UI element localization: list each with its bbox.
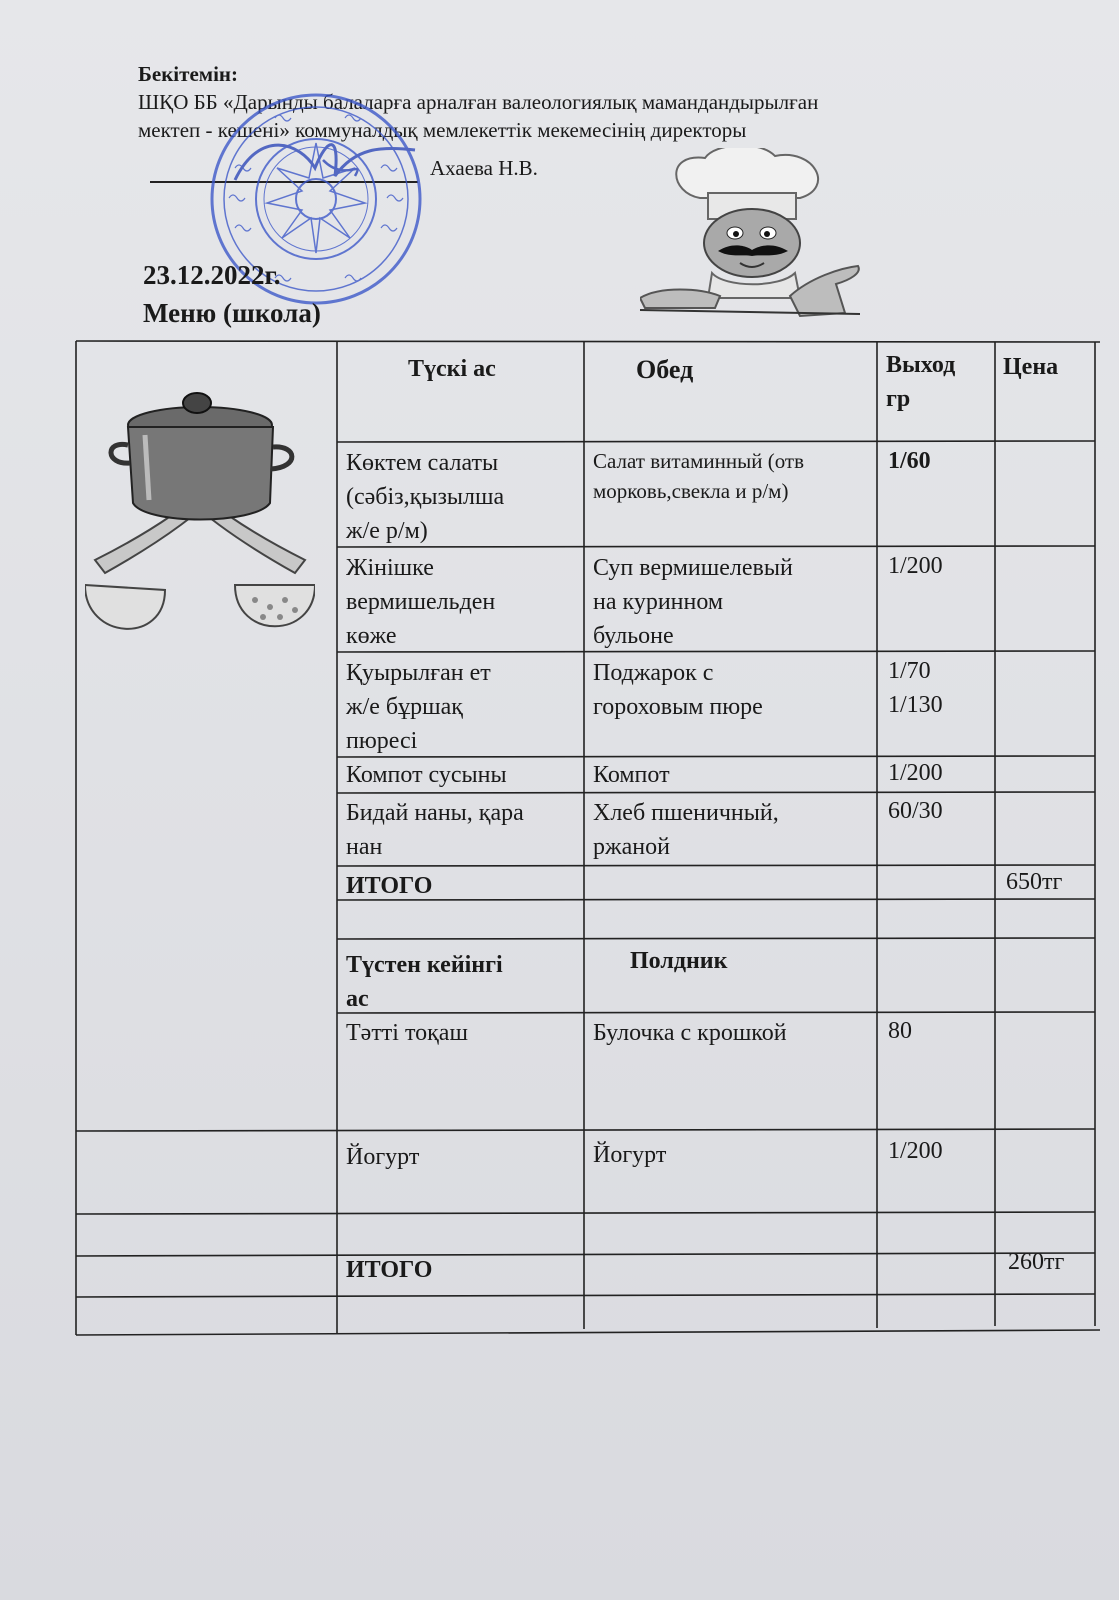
lunch-row-3-rus: Поджарок с гороховым пюре — [593, 660, 763, 720]
snack-row-2-yield: 1/200 — [888, 1138, 943, 1164]
menu-date: 23.12.2022г. — [143, 260, 281, 290]
snack-total-price: 260тг — [1008, 1249, 1065, 1275]
signer-name: Ахаева Н.В. — [430, 156, 538, 180]
snack-header-kazakh: Түстен кейінгі ас — [346, 952, 503, 1012]
approval-line-1: ШҚО ББ «Дарынды балаларға арналған валеологиялық мамандандырылған — [138, 90, 819, 114]
lunch-row-3-yield: 1/70 1/130 — [888, 658, 943, 718]
lunch-row-2-kaz: Жінішке вермишельден көже — [346, 555, 496, 649]
lunch-row-5-kaz: Бидай наны, қара нан — [346, 800, 524, 860]
snack-row-1-kaz: Тәтті тоқаш — [346, 1020, 468, 1046]
lunch-row-3-kaz: Қуырылған ет ж/е бұршақ пюресі — [346, 660, 491, 754]
lunch-row-5-rus: Хлеб пшеничный, ржаной — [593, 800, 779, 860]
lunch-row-5-yield: 60/30 — [888, 798, 943, 824]
lunch-row-1-kaz: Көктем салаты (сәбіз,қызылша ж/е р/м) — [346, 450, 505, 544]
snack-row-2-rus: Йогурт — [593, 1142, 667, 1168]
snack-row-1-rus: Булочка с крошкой — [593, 1020, 787, 1046]
cooking-pot-icon — [85, 385, 315, 650]
header-russian: Обед — [636, 355, 694, 384]
approval-heading: Бекітемін: — [138, 62, 239, 86]
lunch-total-label: ИТОГО — [346, 873, 433, 899]
lunch-row-4-rus: Компот — [593, 762, 670, 788]
lunch-row-1-rus: Салат витаминный (отв морковь,свекла и р/м) — [593, 449, 805, 503]
lunch-row-4-yield: 1/200 — [888, 760, 943, 786]
lunch-row-1-yield: 1/60 — [888, 448, 931, 474]
snack-row-2-kaz: Йогурт — [346, 1144, 420, 1170]
snack-total-label: ИТОГО — [346, 1257, 433, 1283]
lunch-row-2-yield: 1/200 — [888, 553, 943, 579]
lunch-row-2-rus: Суп вермишелевый на куринном бульоне — [593, 555, 793, 649]
menu-title: Меню (школа) — [143, 298, 321, 328]
snack-header-russian: Полдник — [630, 948, 728, 974]
snack-row-1-yield: 80 — [888, 1018, 912, 1044]
approval-line-2: мектеп - кешені» коммуналдық мемлекеттік мекемесінің директоры — [138, 118, 747, 142]
header-price: Цена — [1003, 354, 1059, 380]
chef-cartoon-icon — [640, 148, 880, 328]
header-yield: Выход гр — [886, 352, 956, 412]
header-kazakh: Түскі ас — [408, 356, 496, 382]
lunch-row-4-kaz: Компот сусыны — [346, 762, 507, 788]
lunch-total-price: 650тг — [1006, 869, 1063, 895]
